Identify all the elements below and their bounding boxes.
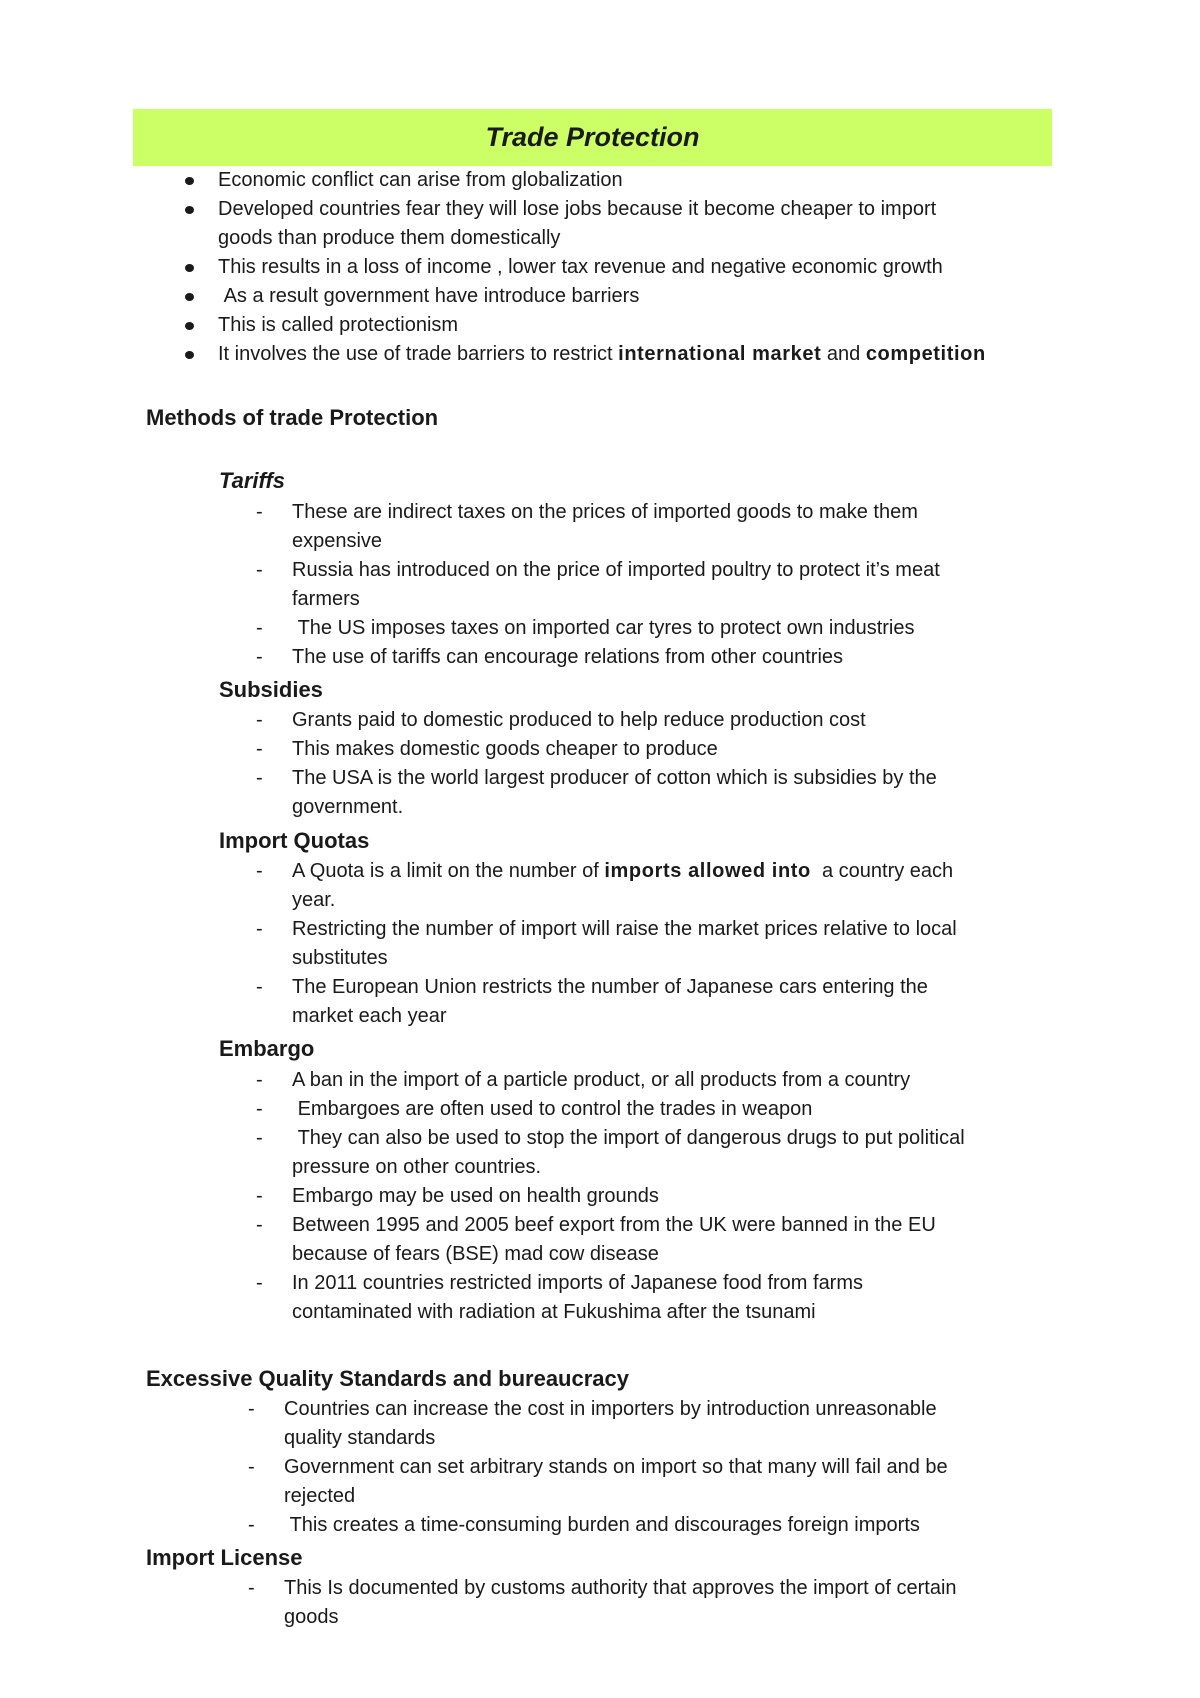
dash-bullet: - bbox=[256, 1098, 263, 1120]
dash-bullet: - bbox=[248, 1456, 255, 1478]
bold-term: international market bbox=[618, 343, 822, 365]
list-item: - This makes domestic goods cheaper to produce bbox=[292, 735, 1052, 764]
list-item bbox=[0, 340, 1068, 369]
list-item: - Grants paid to domestic produced to help reduce production cost bbox=[292, 706, 1052, 735]
dash-bullet: - bbox=[256, 860, 263, 882]
section-heading-methods: Methods of trade Protection bbox=[146, 405, 439, 430]
list-item: - This Is documented by customs authority that approves the import of certain goods bbox=[284, 1574, 1044, 1632]
list-item: - This creates a time-consuming burden and discourages foreign imports bbox=[284, 1511, 1044, 1540]
dash-bullet: - bbox=[256, 1069, 263, 1091]
license-list bbox=[0, 1574, 957, 1632]
bullet-icon bbox=[185, 351, 194, 359]
bullet-icon bbox=[185, 322, 194, 330]
section-heading-quality-standards: Excessive Quality Standards and bureaucracy bbox=[146, 1366, 630, 1391]
section-heading-subsidies: Subsidies bbox=[219, 677, 323, 702]
list-item: - These are indirect taxes on the prices of imported goods to make them expensive bbox=[292, 498, 1052, 556]
section-heading-embargo: Embargo bbox=[219, 1036, 315, 1061]
list-item: - A Quota is a limit on the number of imports allowed into a country each year. bbox=[292, 857, 1052, 915]
list-item: - The European Union restricts the number of Japanese cars entering the market each year bbox=[292, 973, 1052, 1031]
dash-bullet: - bbox=[248, 1398, 255, 1420]
list-item bbox=[0, 311, 1068, 340]
list-item: - Between 1995 and 2005 beef export from the UK were banned in the EU because of fears (BSE) mad cow disease bbox=[292, 1211, 1052, 1269]
list-item: - Government can set arbitrary stands on import so that many will fail and be rejected bbox=[284, 1453, 1044, 1511]
dash-bullet: - bbox=[256, 1127, 263, 1149]
list-item: - Embargo may be used on health grounds bbox=[292, 1182, 1052, 1211]
list-item: - A ban in the import of a particle product, or all products from a country bbox=[292, 1066, 1052, 1095]
bold-term: competition bbox=[865, 343, 986, 365]
subsidies-list bbox=[0, 706, 937, 822]
dash-bullet: - bbox=[256, 918, 263, 940]
dash-bullet: - bbox=[256, 559, 263, 581]
dash-bullet: - bbox=[256, 617, 263, 639]
list-item-text: It involves the use of trade barriers to restrict international market and competition bbox=[218, 343, 986, 365]
dash-bullet: - bbox=[256, 1272, 263, 1294]
list-item bbox=[0, 253, 1068, 282]
list-item: - They can also be used to stop the import of dangerous drugs to put political pressure on other countries. bbox=[292, 1124, 1052, 1182]
section-heading-tariffs: Tariffs bbox=[219, 468, 286, 493]
title-banner bbox=[133, 109, 1052, 166]
list-item bbox=[0, 282, 1068, 311]
page-title: Trade Protection bbox=[485, 122, 700, 152]
bold-term: imports allowed into bbox=[604, 860, 811, 882]
dash-bullet: - bbox=[256, 646, 263, 668]
dash-bullet: - bbox=[256, 1214, 263, 1236]
dash-bullet: - bbox=[256, 738, 263, 760]
dash-bullet: - bbox=[248, 1577, 255, 1599]
list-item bbox=[0, 195, 1068, 253]
list-item-text: goods than produce them domestically bbox=[218, 227, 561, 249]
dash-bullet: - bbox=[256, 709, 263, 731]
list-item-text: This results in a loss of income , lower tax revenue and negative economic growth bbox=[218, 256, 943, 278]
list-item-text: Economic conflict can arise from globalization bbox=[218, 169, 623, 191]
list-item: - The USA is the world largest producer of cotton which is subsidies by the government. bbox=[292, 764, 1052, 822]
dash-bullet: - bbox=[256, 501, 263, 523]
list-item: - Restricting the number of import will raise the market prices relative to local substitutes bbox=[292, 915, 1052, 973]
dash-bullet: - bbox=[256, 1185, 263, 1207]
intro-bullet-list bbox=[0, 166, 1200, 369]
list-item: - Countries can increase the cost in importers by introduction unreasonable quality standards bbox=[284, 1395, 1044, 1453]
list-item-text: As a result government have introduce barriers bbox=[218, 285, 640, 307]
list-item: - The use of tariffs can encourage relations from other countries bbox=[292, 643, 1052, 672]
list-item-text: Developed countries fear they will lose jobs because it become cheaper to import bbox=[218, 198, 937, 220]
section-heading-import-license: Import License bbox=[146, 1545, 303, 1570]
bullet-icon bbox=[185, 177, 194, 185]
dash-bullet: - bbox=[256, 976, 263, 998]
list-item: - Embargoes are often used to control the trades in weapon bbox=[292, 1095, 1052, 1124]
standards-list bbox=[0, 1395, 948, 1540]
tariffs-list bbox=[0, 498, 940, 672]
bullet-icon bbox=[185, 206, 194, 214]
list-item bbox=[0, 166, 1068, 195]
bullet-icon bbox=[185, 264, 194, 272]
dash-bullet: - bbox=[248, 1514, 255, 1536]
list-item-text: This is called protectionism bbox=[218, 314, 459, 336]
list-item: - Russia has introduced on the price of imported poultry to protect it’s meat farmers bbox=[292, 556, 1052, 614]
embargo-list bbox=[0, 1066, 965, 1327]
list-item: - The US imposes taxes on imported car tyres to protect own industries bbox=[292, 614, 1052, 643]
list-item: - In 2011 countries restricted imports of Japanese food from farms contaminated with radiation at Fukushima after the tsunami bbox=[292, 1269, 1052, 1327]
quotas-list bbox=[0, 857, 957, 1031]
bullet-icon bbox=[185, 293, 194, 301]
dash-bullet: - bbox=[256, 767, 263, 789]
section-heading-import-quotas: Import Quotas bbox=[219, 828, 370, 853]
